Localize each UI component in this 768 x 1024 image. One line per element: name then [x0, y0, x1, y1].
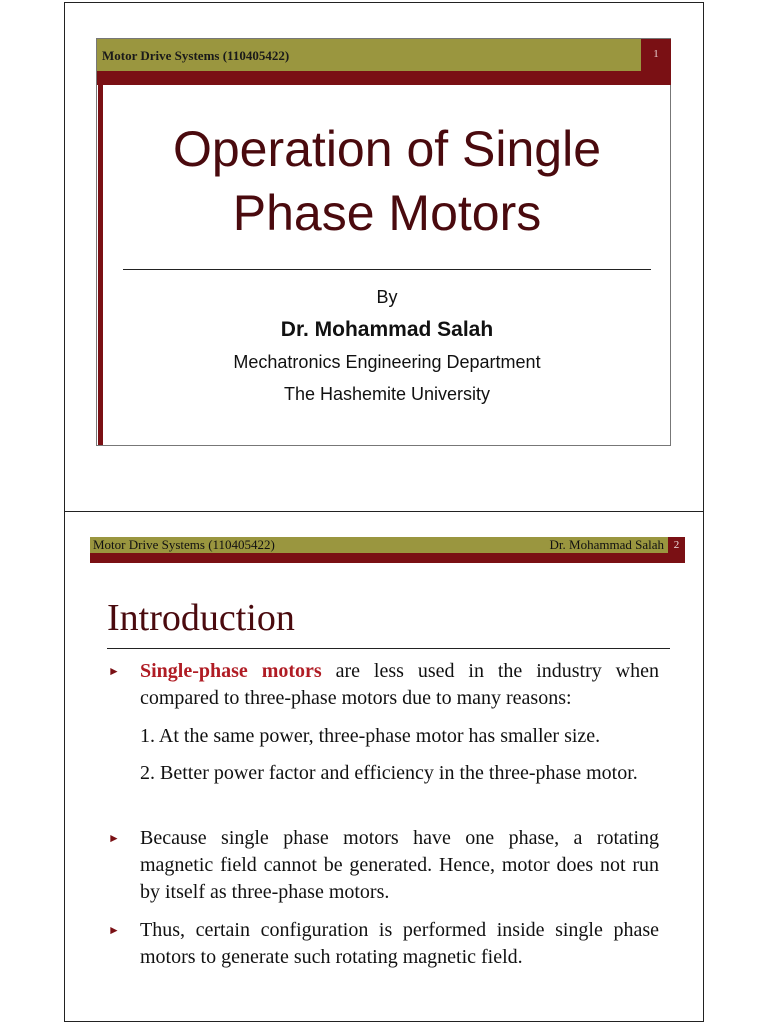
slide-2-header-bar — [90, 537, 668, 553]
bullet-1 — [140, 658, 659, 712]
slide-2-title: Introduction — [107, 597, 295, 639]
bullet-arrow-icon: ► — [108, 831, 120, 845]
department-name: Mechatronics Engineering Department — [233, 352, 541, 372]
title-line-2: Phase Motors — [232, 185, 542, 241]
list-item-1: 1. At the same power, three-phase motor has smaller size. — [140, 725, 601, 747]
bullet-2: Because single phase motors have one phase, a rotating magnetic field cannot be generated. Hence, motor does not run by itself as three-phase motors. — [140, 827, 659, 903]
slide-2-title-divider — [107, 648, 670, 649]
slide-1-course-title: Motor Drive Systems (110405422) — [102, 48, 290, 63]
author-name: Dr. Mohammad Salah — [280, 318, 494, 341]
slide-1-title — [117, 117, 657, 245]
slide-1-corner-block — [641, 39, 671, 71]
slide-2-corner-block — [668, 537, 685, 553]
page-divider — [64, 511, 704, 512]
slide-2-author: Dr. Mohammad Salah — [549, 537, 664, 552]
slide-1-number: 1 — [653, 48, 659, 60]
slide-2-number: 2 — [673, 539, 680, 551]
slide-1-header-bar — [97, 39, 641, 71]
bullet-3: Thus, certain configuration is performed inside single phase motors to generate such rotating magnetic field. — [140, 919, 659, 968]
bullet-1-text: are less used in the industry when compared to three-phase motors due to many reasons: — [140, 660, 659, 709]
slide-2-accent-bar — [90, 553, 685, 563]
slide-1-accent-bar — [97, 71, 671, 85]
bullet-arrow-icon: ► — [108, 923, 120, 937]
slide-1 — [96, 38, 671, 446]
list-item-2: 2. Better power factor and efficiency in the three-phase motor. — [140, 762, 638, 784]
title-line-1: Operation of Single — [172, 121, 602, 177]
title-divider — [123, 269, 651, 270]
slide-1-side-accent — [98, 85, 103, 445]
bullet-arrow-icon: ► — [108, 664, 120, 678]
bullet-1-highlight: Single-phase motors — [140, 660, 322, 682]
by-label: By — [376, 287, 398, 307]
slide-2-course-title: Motor Drive Systems (110405422) — [93, 537, 275, 552]
university-name: The Hashemite University — [283, 384, 491, 404]
